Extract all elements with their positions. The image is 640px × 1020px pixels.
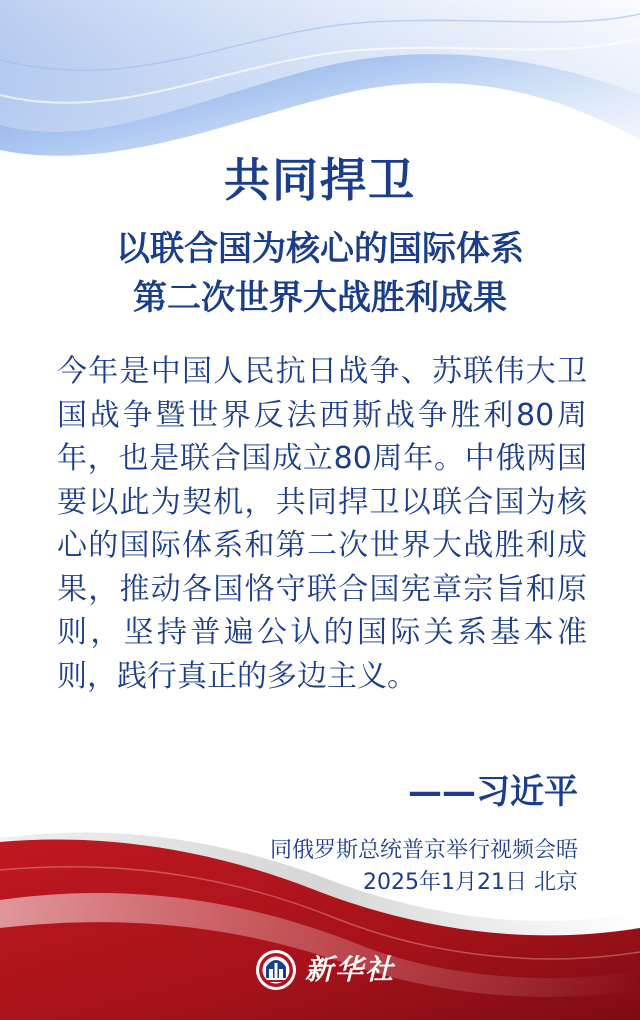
source-event: 同俄罗斯总统普京举行视频会晤 — [269, 838, 578, 863]
top-wave-light — [0, 0, 640, 132]
source-date-place: 2025年1月21日 北京 — [363, 870, 578, 895]
quote-signature: ——习近平 — [408, 772, 578, 812]
quote-body: 今年是中国人民抗日战争、苏联伟大卫国战争暨世界反法西斯战争胜利80周年，也是联合国成立80周年。中俄两国要以此为契机，共同捍卫以联合国为核心的国际体系和第二次世界大战胜利成果，推动各国恪守联合国宪章宗旨和原则，坚持普遍公认的国际关系基本准则，践行真正的多边主义。 — [57, 354, 587, 694]
xinhua-emblem-icon — [255, 949, 297, 991]
title-subtitle-line1: 以联合国为核心的国际体系 — [116, 229, 524, 269]
xinhua-logo — [255, 948, 395, 992]
xinhua-wordmark: 新华社 — [305, 953, 396, 986]
title-main: 共同捍卫 — [224, 153, 416, 207]
title-subtitle-line2: 第二次世界大战胜利成果 — [133, 278, 507, 318]
